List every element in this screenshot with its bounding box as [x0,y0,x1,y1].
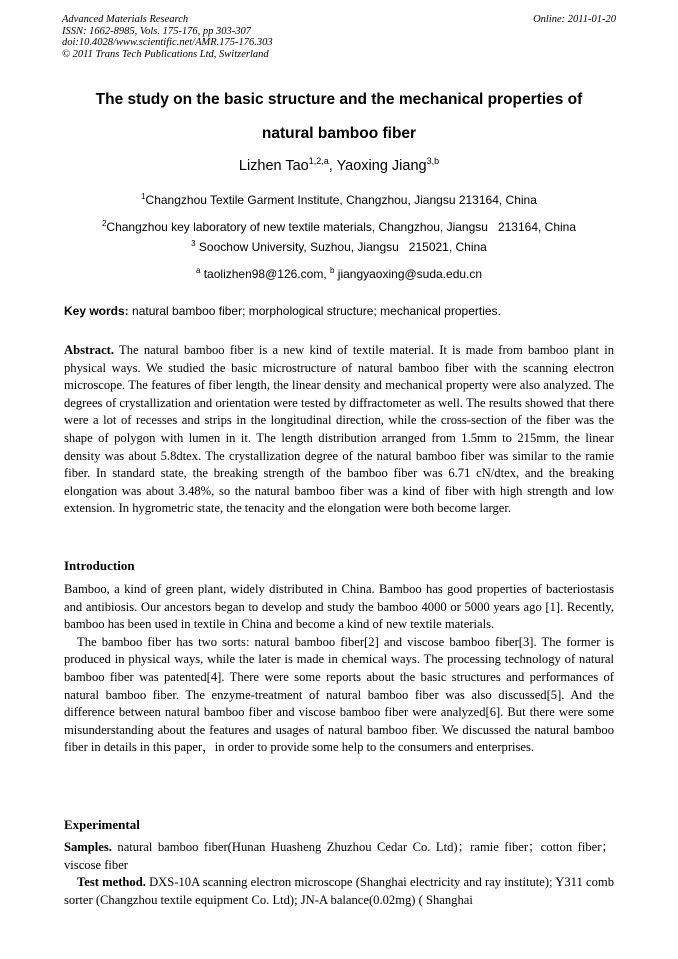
author-separator: , [328,157,337,174]
samples-text: natural bamboo fiber(Hunan Huasheng Zhuzhou Cedar Co. Ltd)；ramie fiber；cotton fiber；viscose fiber [64,840,614,872]
test-method-text: DXS-10A scanning electron microscope (Shanghai electricity and ray institute); Y311 comb sorter (Changzhou textile equipment Co. Ltd); JN-A balance(0.02mg) ( Shanghai [64,875,614,907]
email-a-marker: a [195,266,201,275]
author-1-name: Lizhen Tao [238,157,309,174]
keywords-text: natural bamboo fiber; morphological structure; mechanical properties. [128,304,501,318]
affiliation-2-marker: 2 [101,219,107,228]
abstract [64,342,614,518]
affiliation-1 [0,192,678,207]
abstract-text: The natural bamboo fiber is a new kind of textile material. It is made from bamboo plant in physical ways. We studied the basic microstructure of natural bamboo fiber with the scanning electron microscope. The features of fiber length, the linear density and mechanical property were also analyzed. The degrees of crystallization and orientation were tested by diffractometer as well. The results showed that there were a lot of recesses and strips in the longitudinal direction, while the cross-section of the fiber was the shape of polygon with lumen in it. The length distribution arranged from 1.5mm to 215mm, the linear density was about 5.8dtex. The crystallization degree of the natural bamboo fiber was similar to the ramie fiber. In standard state, the breaking strength of the bamboo fiber was 6.71 cN/dtex, and the breaking elongation was about 3.48%, so the natural bamboo fiber was a kind of fiber with high strength and low extension. In hygrometric state, the tenacity and the elongation were both become larger. [64,343,614,516]
experimental-body [64,839,614,909]
test-method-paragraph [64,874,614,909]
author-emails [0,266,678,281]
journal-name: Advanced Materials Research [62,14,189,25]
experimental-heading: Experimental [64,817,140,832]
affiliation-2 [0,219,678,234]
samples-paragraph [64,839,614,874]
paper-title-line-1: The study on the basic structure and the mechanical properties of [95,91,583,108]
journal-header [62,14,616,60]
keywords [64,304,616,318]
doi-line[interactable]: doi:10.4028/www.scientific.net/AMR.175-176.303 [62,37,273,48]
introduction-heading: Introduction [64,558,135,573]
copyright-line: © 2011 Trans Tech Publications Ltd, Switzerland [62,48,269,60]
affiliation-3 [0,239,678,254]
affiliation-2-text: Changzhou key laboratory of new textile materials, Changzhou, Jiangsu 213164, China [106,220,577,234]
test-method-label: Test method. [77,875,146,890]
author-2-affiliation-marker: 3,b [426,156,440,166]
affiliation-3-marker: 3 [191,239,196,248]
samples-label: Samples. [64,840,112,854]
introduction-paragraph-2: The bamboo fiber has two sorts: natural bamboo fiber[2] and viscose bamboo fiber[3]. The former is produced in physical ways, while the later is made in chemical ways. The processing technology of natural bamboo fiber was patented[4]. There were some reports about the basic structures and performances of natural bamboo fiber. The enzyme-treatment of natural bamboo fiber was also discussed[5]. And the difference between natural bamboo fiber and viscose bamboo fiber were analyzed[6]. But there were some misunderstanding about the features and usages of natural bamboo fiber. We discussed the natural bamboo fiber in details in this paper，in order to provide some help to the consumers and enterprises. [64,634,614,755]
introduction-body [64,581,614,757]
keywords-label: Key words: [64,304,129,318]
email-b[interactable]: jiangyaoxing@suda.edu.cn [334,267,483,281]
author-2-name: Yaoxing Jiang [336,157,427,174]
email-b-marker: b [329,266,335,275]
author-1-affiliation-marker: 1,2,a [308,156,329,166]
abstract-label: Abstract. [64,343,115,357]
affiliation-1-text: Changzhou Textile Garment Institute, Changzhou, Jiangsu 213164, China [145,193,537,207]
issn-line: ISSN: 1662-8985, Vols. 175-176, pp 303-307 [62,25,251,37]
email-a[interactable]: taolizhen98@126.com, [200,267,330,281]
author-list [0,156,678,174]
online-date: Online: 2011-01-20 [533,14,616,25]
affiliation-1-marker: 1 [141,192,146,201]
paper-title-line-2: natural bamboo fiber [261,125,417,142]
affiliation-3-text: Soochow University, Suzhou, Jiangsu 215021, China [195,240,487,254]
introduction-paragraph-1: Bamboo, a kind of green plant, widely distributed in China. Bamboo has good properties of bacteriostasis and antibiosis. Our ancestors began to develop and study the bamboo 4000 or 5000 years ago [1]. Recently, bamboo has been used in textile in China and become a kind of new textile materials. [64,582,614,632]
